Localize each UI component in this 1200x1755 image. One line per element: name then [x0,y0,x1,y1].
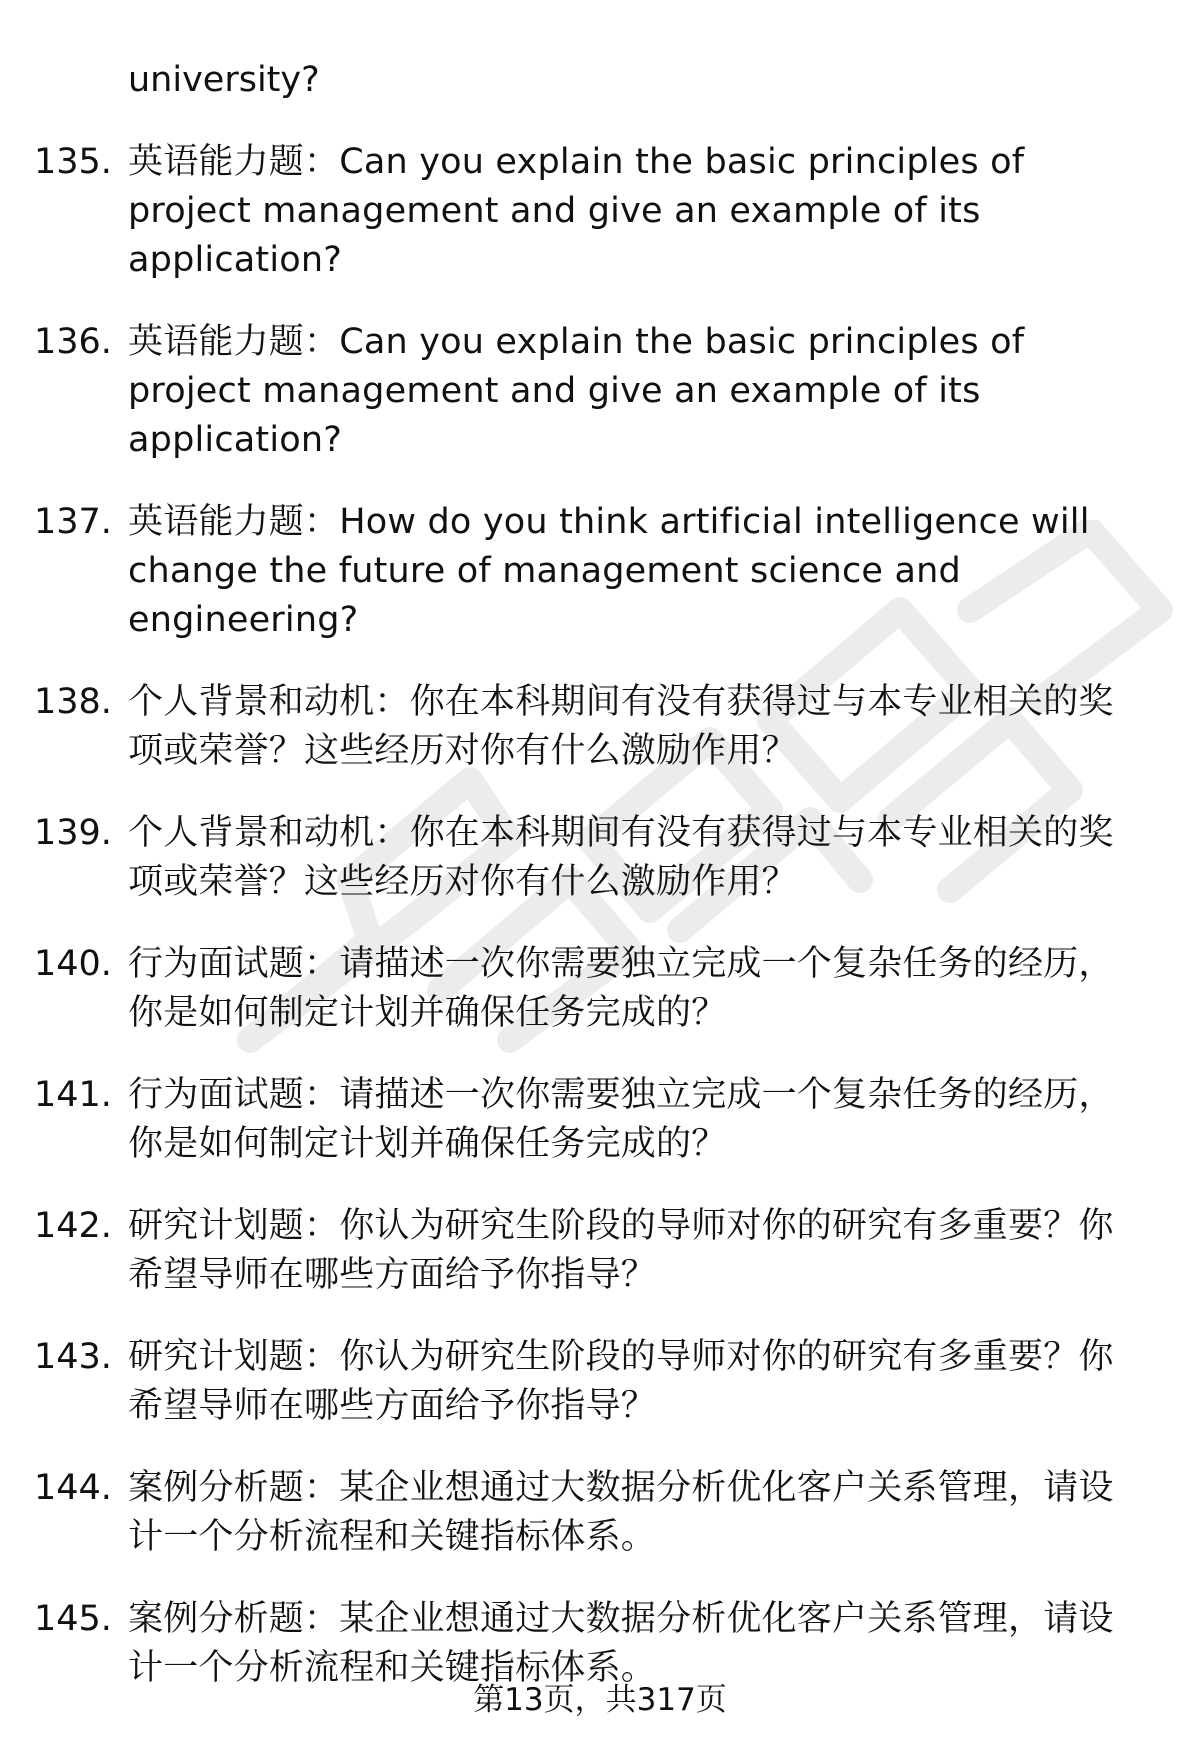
item-number: 145. [34,1599,112,1639]
list-item [0,138,1200,285]
item-text: 个人背景和动机：你在本科期间有没有获得过与本专业相关的奖项或荣誉？这些经历对你有什么激励作用？ [128,813,1114,902]
item-text: 研究计划题：你认为研究生阶段的导师对你的研究有多重要？你希望导师在哪些方面给予你指导？ [128,1337,1114,1426]
item-number: 142. [34,1206,112,1246]
item-number: 143. [34,1337,112,1377]
question-list [0,56,1200,1693]
list-item [0,1333,1200,1431]
list-item [0,1071,1200,1169]
list-item [0,1595,1200,1693]
item-text: 研究计划题：你认为研究生阶段的导师对你的研究有多重要？你希望导师在哪些方面给予你指导？ [128,1206,1114,1295]
continuation-text: university? [128,60,320,100]
item-text: 案例分析题：某企业想通过大数据分析优化客户关系管理，请设计一个分析流程和关键指标体系。 [128,1468,1114,1557]
item-number: 144. [34,1468,112,1508]
item-number: 135. [34,142,112,182]
page-footer: 第13页，共317页 [473,1682,727,1718]
list-item [0,1464,1200,1562]
item-text: 英语能力题：Can you explain the basic principles of project management and give an example of its application? [128,142,1025,280]
item-text: 英语能力题：Can you explain the basic principles of project management and give an example of its application? [128,322,1025,460]
item-number: 137. [34,502,112,542]
item-text: 案例分析题：某企业想通过大数据分析优化客户关系管理，请设计一个分析流程和关键指标体系。 [128,1599,1114,1688]
list-item [0,318,1200,465]
item-number: 141. [34,1075,112,1115]
item-number: 139. [34,813,112,853]
item-text: 英语能力题：How do you think artificial intelligence will change the future of management science and engineering? [128,502,1090,640]
list-item [0,498,1200,645]
item-text: 个人背景和动机：你在本科期间有没有获得过与本专业相关的奖项或荣誉？这些经历对你有什么激励作用？ [128,682,1114,771]
list-item [0,940,1200,1038]
item-text: 行为面试题：请描述一次你需要独立完成一个复杂任务的经历，你是如何制定计划并确保任务完成的？ [128,1075,1114,1164]
list-item [0,809,1200,907]
list-item [0,678,1200,776]
item-number: 136. [34,322,112,362]
item-number: 138. [34,682,112,722]
item-number: 140. [34,944,112,984]
list-item [0,1202,1200,1300]
item-text: 行为面试题：请描述一次你需要独立完成一个复杂任务的经历，你是如何制定计划并确保任务完成的？ [128,944,1114,1033]
